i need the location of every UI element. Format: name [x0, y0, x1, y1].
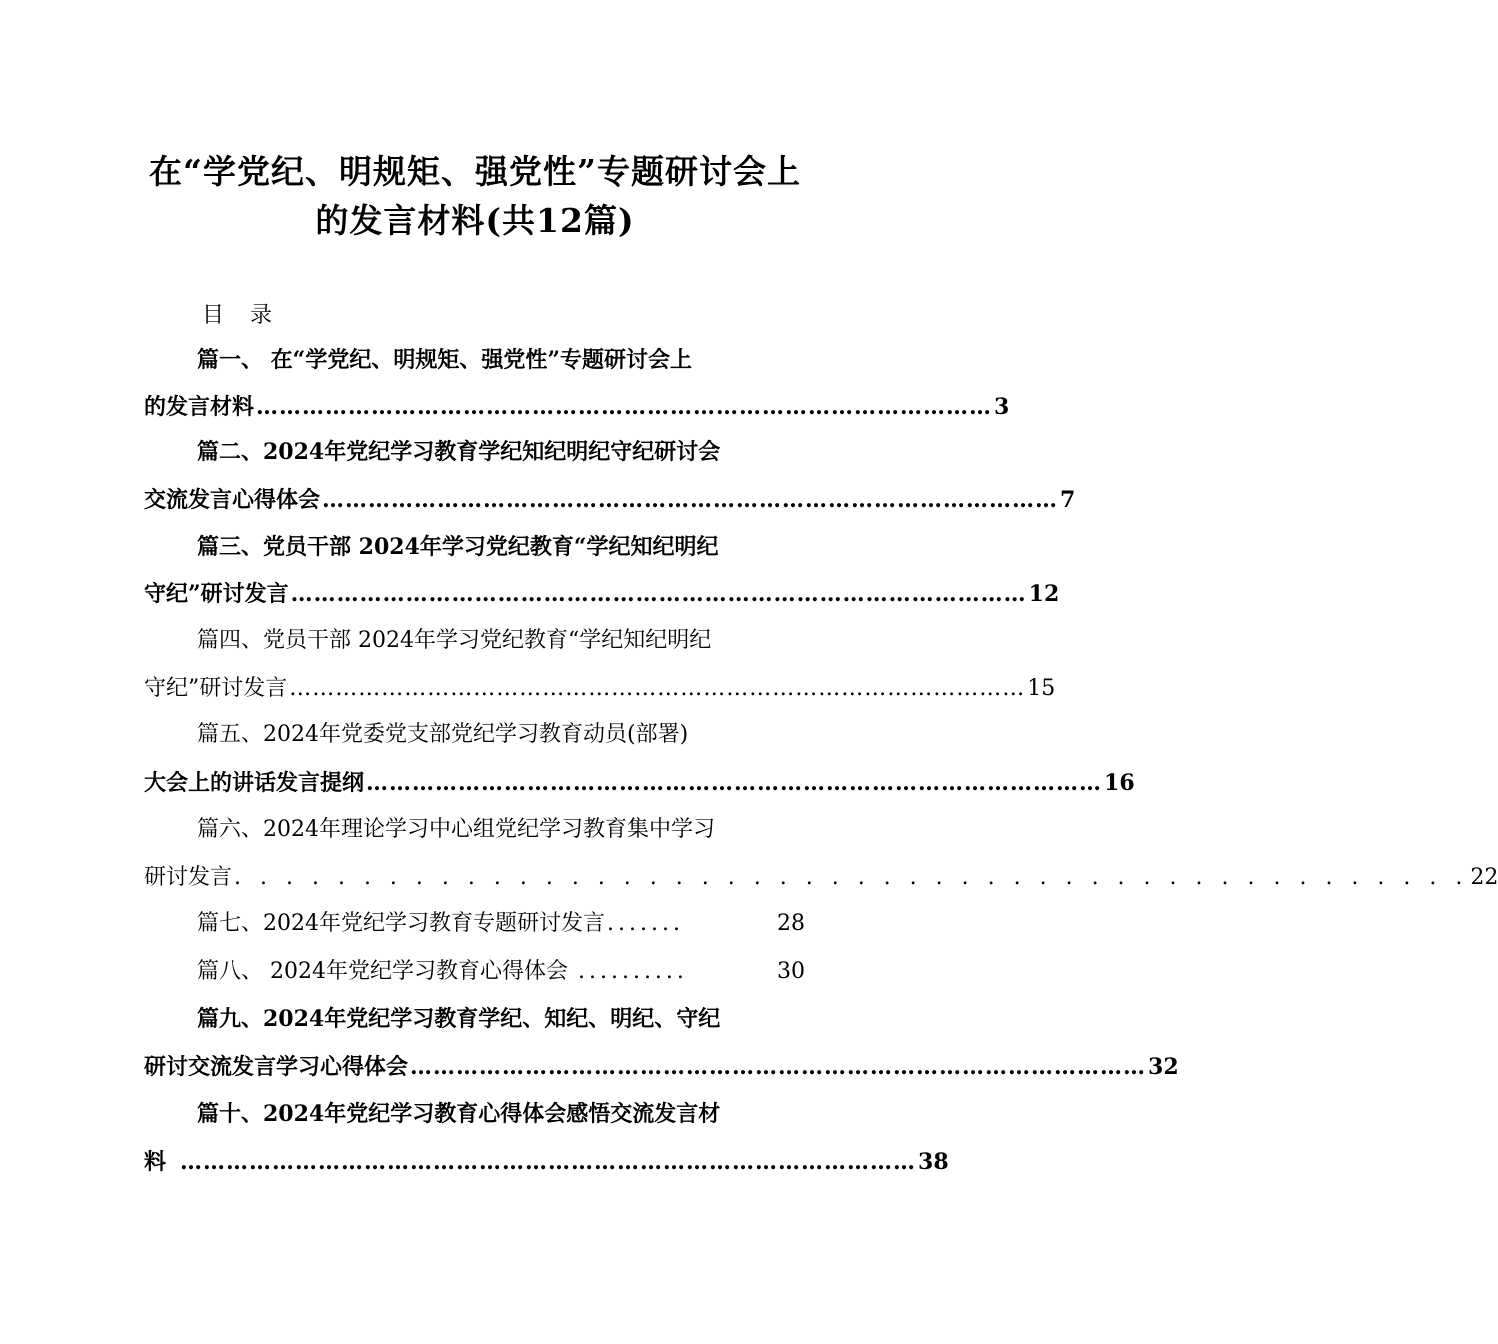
toc-entry-text: 大会上的讲话发言提纲	[144, 770, 365, 796]
toc-entry-text: 守纪”研讨发言	[144, 581, 289, 607]
toc-entry-text: 研讨发言	[144, 865, 233, 890]
toc-leader-dots: . . . . . . . . . . . . . . . . . . . . . . . . . . . . . . . . . . . . . . . . . . . . . . . .	[234, 865, 1469, 890]
toc-entry-text: 交流发言心得体会	[144, 487, 321, 513]
toc-entry-4-line-2[interactable]	[144, 674, 1056, 704]
toc-leader-dots: ..........	[577, 959, 688, 984]
toc-page-number: 30	[777, 959, 805, 984]
toc-entry-text: 料	[144, 1149, 167, 1175]
toc-entry-9-line-2[interactable]	[144, 1052, 1179, 1082]
toc-entry-7[interactable]	[197, 909, 805, 939]
toc-leader-dots: ……………………………………………………………………………………	[410, 1054, 1147, 1080]
toc-entry-4-line-1[interactable]: 篇四、党员干部 2024年学习党纪教育“学纪知纪明纪	[197, 628, 712, 653]
toc-page-number: 16	[1104, 770, 1135, 796]
toc-entry-text: 篇八、 2024年党纪学习教育心得体会	[197, 959, 568, 984]
toc-leader-dots: .......	[607, 911, 684, 936]
document-title-line-1: 在“学党纪、明规矩、强党性”专题研讨会上	[149, 152, 801, 191]
toc-leader-dots: ……………………………………………………………………………………	[180, 1149, 917, 1175]
toc-page-number: 38	[918, 1149, 949, 1175]
toc-entry-6-line-2[interactable]	[144, 863, 1498, 893]
toc-page-number: 22	[1470, 865, 1498, 890]
toc-entry-3-line-1[interactable]: 篇三、党员干部 2024年学习党纪教育“学纪知纪明纪	[197, 534, 719, 560]
toc-entry-text: 研讨交流发言学习心得体会	[144, 1054, 409, 1080]
toc-entry-1-line-2[interactable]	[144, 392, 1010, 422]
toc-entry-1-line-1[interactable]: 篇一、 在“学党纪、明规矩、强党性”专题研讨会上	[197, 347, 692, 373]
toc-entry-text: 篇七、2024年党纪学习教育专题研讨发言	[197, 911, 605, 936]
toc-page-number: 28	[777, 911, 805, 936]
toc-page-number: 12	[1028, 581, 1060, 607]
toc-page-number: 15	[1027, 676, 1056, 701]
document-title-line-2: 的发言材料(共12篇)	[315, 201, 635, 240]
toc-leader-dots: ……………………………………………………………………………………	[289, 676, 1026, 701]
toc-entry-6-line-1[interactable]: 篇六、2024年理论学习中心组党纪学习教育集中学习	[197, 817, 715, 842]
toc-entry-text: 的发言材料	[144, 394, 255, 420]
toc-entry-2-line-1[interactable]: 篇二、2024年党纪学习教育学纪知纪明纪守纪研讨会	[197, 439, 721, 465]
toc-page-number: 32	[1148, 1054, 1179, 1080]
toc-entry-10-line-1[interactable]: 篇十、2024年党纪学习教育心得体会感悟交流发言材	[197, 1101, 721, 1127]
toc-leader-dots: ……………………………………………………………………………………	[256, 394, 993, 420]
toc-leader-dots: ……………………………………………………………………………………	[366, 770, 1103, 796]
toc-entry-text: 守纪”研讨发言	[144, 676, 288, 701]
toc-page-number: 7	[1060, 487, 1076, 513]
toc-leader-dots: ……………………………………………………………………………………	[290, 581, 1027, 607]
toc-entry-2-line-2[interactable]	[144, 485, 1076, 515]
toc-entry-9-line-1[interactable]: 篇九、2024年党纪学习教育学纪、知纪、明纪、守纪	[197, 1006, 721, 1032]
toc-leader-dots: ……………………………………………………………………………………	[322, 487, 1059, 513]
toc-entry-5-line-2[interactable]	[144, 768, 1135, 798]
toc-entry-8[interactable]	[197, 957, 805, 987]
toc-heading: 目录	[202, 303, 299, 328]
toc-entry-5-line-1[interactable]: 篇五、2024年党委党支部党纪学习教育动员(部署)	[197, 722, 689, 747]
toc-entry-3-line-2[interactable]	[144, 579, 1060, 609]
toc-page-number: 3	[994, 394, 1010, 420]
toc-entry-10-line-2[interactable]	[144, 1147, 949, 1177]
